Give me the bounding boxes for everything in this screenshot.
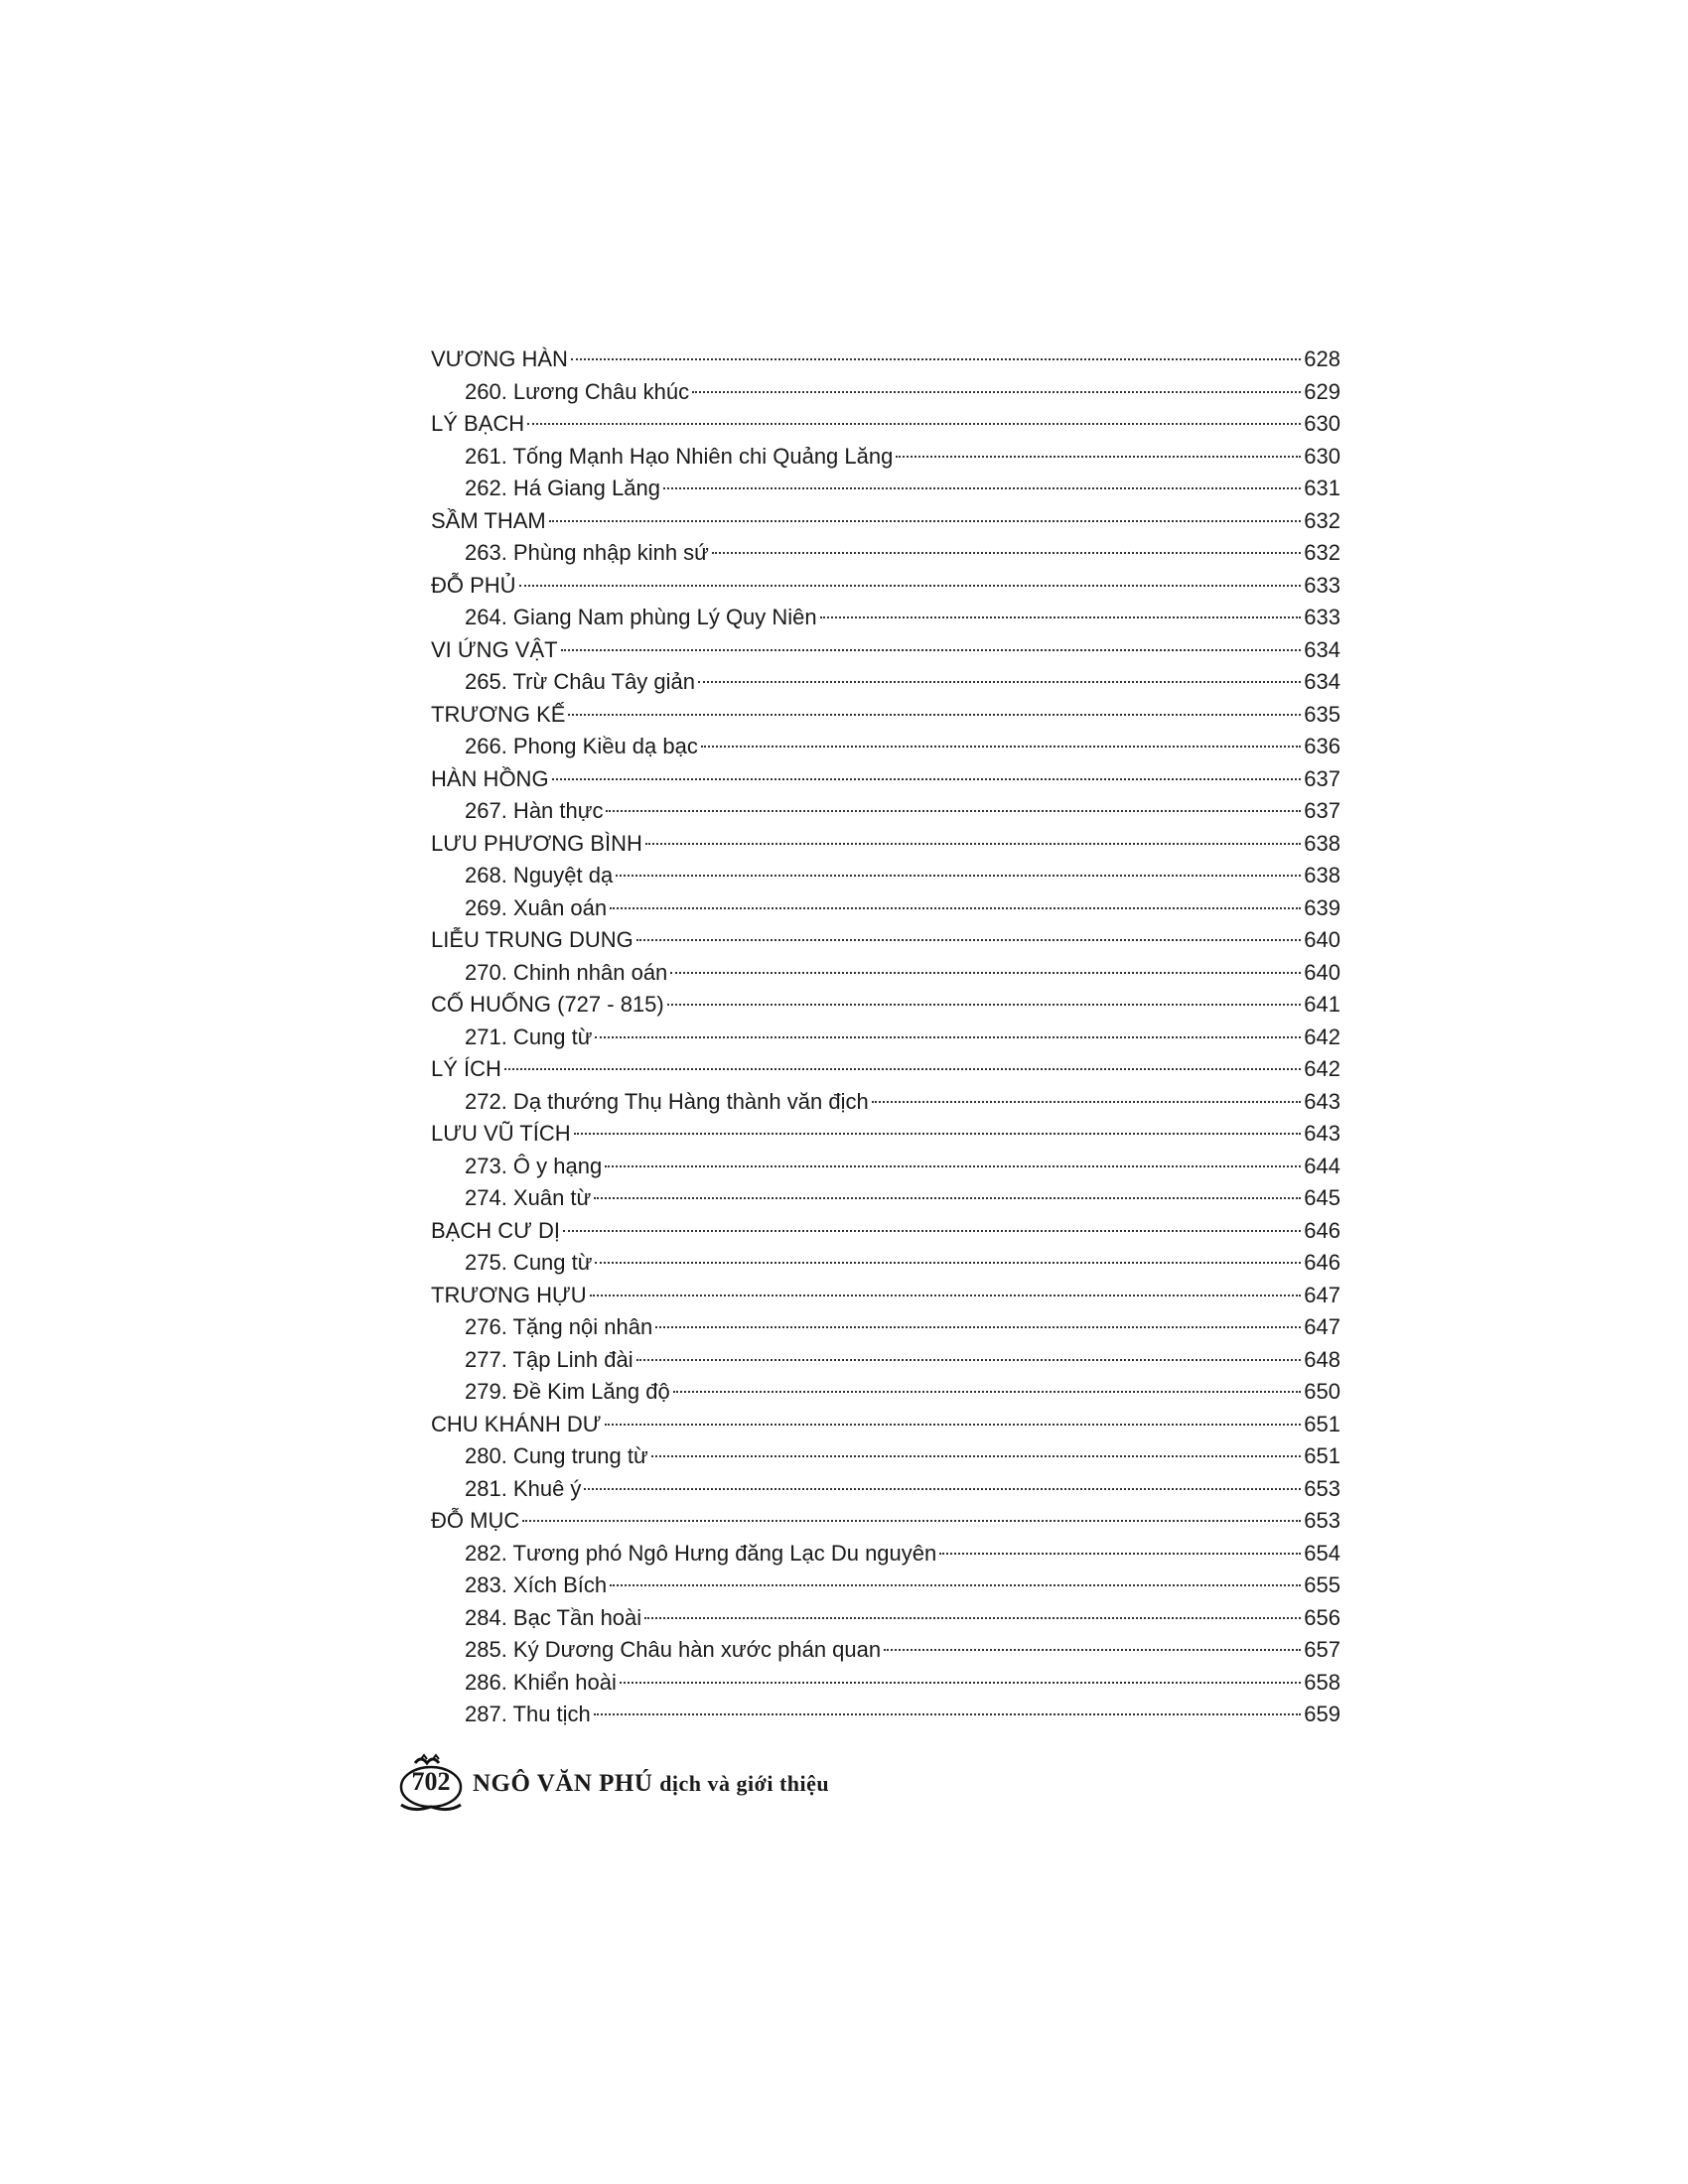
toc-poem-entry <box>425 1311 1340 1344</box>
dot-leader <box>606 810 1301 812</box>
toc-entry-page: 638 <box>1304 830 1340 856</box>
toc-entry-title: LIỄU TRUNG DUNG <box>431 927 633 952</box>
toc-entry-page: 639 <box>1304 894 1340 920</box>
toc-entry-title: 275. Cung từ <box>465 1250 593 1275</box>
page-number: 702 <box>411 1767 451 1796</box>
toc-entry-page: 643 <box>1304 1088 1340 1114</box>
dot-leader <box>636 1359 1302 1361</box>
toc-poem-entry <box>425 1151 1340 1183</box>
toc-author-entry <box>425 343 1340 376</box>
toc-entry-page: 640 <box>1304 959 1340 985</box>
toc-entry-title: 266. Phong Kiều dạ bạc <box>465 734 698 758</box>
dot-leader <box>610 907 1301 909</box>
toc-poem-entry <box>425 1473 1340 1506</box>
toc-entry-page: 650 <box>1304 1379 1340 1404</box>
dot-leader <box>701 746 1301 748</box>
dot-leader <box>594 1197 1301 1199</box>
toc-poem-entry <box>425 1376 1340 1409</box>
toc-entry-page: 659 <box>1304 1702 1340 1726</box>
toc-entry-title: 268. Nguyệt dạ <box>465 863 614 887</box>
toc-entry-title: 261. Tống Mạnh Hạo Nhiên chi Quảng Lăng <box>465 443 894 469</box>
dot-leader <box>605 1165 1301 1167</box>
dot-leader <box>820 616 1302 618</box>
toc-entry-title: 269. Xuân oán <box>465 894 608 920</box>
toc-poem-entry <box>425 666 1340 699</box>
dot-leader <box>636 939 1302 941</box>
toc-poem-entry <box>425 1667 1340 1700</box>
toc-author-entry <box>425 924 1340 957</box>
toc-entry-title: 283. Xích Bích <box>465 1572 608 1597</box>
toc-entry-title: LÝ BẠCH <box>431 411 525 436</box>
toc-entry-title: 284. Bạc Tần hoài <box>465 1604 642 1630</box>
page-footer <box>393 1749 829 1819</box>
dot-leader <box>645 843 1301 845</box>
toc-entry-page: 636 <box>1304 734 1340 758</box>
toc-entry-title: ĐỖ PHỦ <box>431 572 516 598</box>
toc-author-entry <box>425 1053 1340 1086</box>
toc-entry-page: 643 <box>1304 1121 1340 1146</box>
dot-leader <box>595 1262 1301 1264</box>
dot-leader <box>549 520 1302 522</box>
toc-entry-page: 642 <box>1304 1056 1340 1081</box>
toc-entry-page: 640 <box>1304 927 1340 952</box>
toc-poem-entry <box>425 731 1340 763</box>
toc-entry-page: 647 <box>1304 1282 1340 1307</box>
toc-entry-title: LƯU VŨ TÍCH <box>431 1121 571 1146</box>
toc-poem-entry <box>425 441 1340 474</box>
toc-entry-page: 653 <box>1304 1475 1340 1501</box>
toc-poem-entry <box>425 795 1340 828</box>
toc-entry-title: 286. Khiển hoài <box>465 1669 617 1695</box>
toc-entry-page: 632 <box>1304 540 1340 565</box>
dot-leader <box>698 681 1301 683</box>
toc-poem-entry <box>425 1182 1340 1215</box>
toc-author-entry <box>425 1409 1340 1441</box>
dot-leader <box>571 358 1301 360</box>
dot-leader <box>884 1649 1301 1651</box>
toc-author-entry <box>425 570 1340 603</box>
toc-entry-title: 281. Khuê ý <box>465 1475 582 1501</box>
toc-entry-page: 638 <box>1304 863 1340 887</box>
footer-suffix: dịch và giới thiệu <box>659 1771 830 1796</box>
toc-entry-title: HÀN HỒNG <box>431 765 549 791</box>
toc-entry-title: 273. Ô y hạng <box>465 1153 603 1178</box>
dot-leader <box>616 875 1301 877</box>
toc-entry-title: 274. Xuân từ <box>465 1185 592 1210</box>
toc-entry-title: 265. Trừ Châu Tây giản <box>465 669 696 694</box>
dot-leader <box>673 1391 1302 1393</box>
toc-entry-title: 285. Ký Dương Châu hàn xước phán quan <box>465 1637 882 1662</box>
dot-leader <box>896 456 1301 458</box>
toc-entry-title: 276. Tặng nội nhân <box>465 1314 653 1339</box>
toc-entry-page: 630 <box>1304 411 1340 436</box>
toc-poem-entry <box>425 1602 1340 1635</box>
toc-entry-page: 637 <box>1304 765 1340 791</box>
toc-entry-title: 262. Há Giang Lăng <box>465 476 660 500</box>
toc-author-entry <box>425 1215 1340 1248</box>
toc-entry-title: TRƯƠNG HỰU <box>431 1282 587 1307</box>
toc-entry-title: 280. Cung trung từ <box>465 1443 648 1468</box>
toc-entry-page: 654 <box>1304 1540 1340 1566</box>
toc-poem-entry <box>425 473 1340 505</box>
toc-entry-title: 279. Đề Kim Lăng độ <box>465 1379 670 1404</box>
dot-leader <box>651 1455 1302 1457</box>
toc-poem-entry <box>425 1247 1340 1280</box>
toc-poem-entry <box>425 602 1340 634</box>
toc-poem-entry <box>425 1086 1340 1119</box>
dot-leader <box>610 1584 1301 1586</box>
toc-poem-entry <box>425 1344 1340 1377</box>
toc-entry-title: 271. Cung từ <box>465 1024 593 1049</box>
toc-entry-page: 644 <box>1304 1153 1340 1178</box>
toc-poem-entry <box>425 1699 1340 1731</box>
toc-author-entry <box>425 408 1340 441</box>
toc-entry-page: 642 <box>1304 1024 1340 1049</box>
toc-poem-entry <box>425 957 1340 990</box>
toc-author-entry <box>425 989 1340 1022</box>
dot-leader <box>605 1424 1302 1426</box>
dot-leader <box>563 1230 1301 1232</box>
toc-author-entry <box>425 634 1340 667</box>
toc-entry-title: TRƯƠNG KẾ <box>431 701 566 727</box>
toc-poem-entry <box>425 1570 1340 1602</box>
toc-author-entry <box>425 1280 1340 1312</box>
toc-entry-title: VI ỨNG VẬT <box>431 636 558 662</box>
dot-leader <box>712 552 1301 554</box>
dot-leader <box>527 423 1301 425</box>
toc-entry-title: 264. Giang Nam phùng Lý Quy Niên <box>465 605 817 629</box>
dot-leader <box>620 1682 1301 1684</box>
toc-entry-page: 648 <box>1304 1346 1340 1372</box>
toc-entry-title: 270. Chinh nhân oán <box>465 959 668 985</box>
toc-entry-page: 658 <box>1304 1669 1340 1695</box>
dot-leader <box>552 778 1302 780</box>
toc-author-entry <box>425 828 1340 861</box>
toc-entry-page: 647 <box>1304 1314 1340 1339</box>
toc-entry-title: SẦM THAM <box>431 507 546 533</box>
toc-entry-title: CỐ HUỐNG (727 - 815) <box>431 992 664 1017</box>
toc-poem-entry <box>425 1538 1340 1570</box>
toc-entry-title: LÝ ÍCH <box>431 1056 501 1081</box>
toc-author-entry <box>425 763 1340 796</box>
dot-leader <box>568 714 1301 716</box>
toc-entry-page: 646 <box>1304 1217 1340 1243</box>
toc-entry-page: 645 <box>1304 1185 1340 1210</box>
dot-leader <box>595 1036 1301 1038</box>
toc-entry-page: 657 <box>1304 1637 1340 1662</box>
toc-author-entry <box>425 1118 1340 1151</box>
toc-entry-page: 656 <box>1304 1604 1340 1630</box>
dot-leader <box>522 1520 1301 1522</box>
footer-author: NGÔ VĂN PHÚ <box>473 1770 653 1797</box>
toc-entry-title: 272. Dạ thướng Thụ Hàng thành văn địch <box>465 1088 869 1114</box>
toc-author-entry <box>425 505 1340 538</box>
dot-leader <box>644 1617 1301 1619</box>
dot-leader <box>594 1713 1301 1715</box>
toc-author-entry <box>425 699 1340 732</box>
toc-entry-page: 628 <box>1304 346 1340 371</box>
toc-entry-title: 282. Tương phó Ngô Hưng đăng Lạc Du nguyên <box>465 1540 937 1566</box>
dot-leader <box>655 1326 1301 1328</box>
toc-entry-page: 633 <box>1304 605 1340 629</box>
dot-leader <box>667 1004 1302 1006</box>
dot-leader <box>584 1488 1301 1490</box>
dot-leader <box>561 649 1302 651</box>
dot-leader <box>872 1101 1302 1103</box>
toc-entry-page: 634 <box>1304 669 1340 694</box>
toc-entry-page: 633 <box>1304 572 1340 598</box>
toc-poem-entry <box>425 892 1340 925</box>
dot-leader <box>590 1295 1302 1297</box>
page-number-badge <box>393 1753 469 1815</box>
toc-entry-title: 287. Thu tịch <box>465 1702 591 1726</box>
toc-poem-entry <box>425 376 1340 409</box>
table-of-contents <box>425 343 1340 1731</box>
toc-entry-title: 263. Phùng nhập kinh sứ <box>465 540 709 565</box>
toc-entry-title: 267. Hàn thực <box>465 798 604 823</box>
toc-entry-page: 631 <box>1304 476 1340 500</box>
dot-leader <box>939 1553 1301 1555</box>
toc-entry-title: BẠCH CƯ DỊ <box>431 1217 561 1243</box>
toc-entry-title: 277. Tập Linh đài <box>465 1346 633 1372</box>
toc-entry-page: 637 <box>1304 798 1340 823</box>
dot-leader <box>504 1068 1301 1070</box>
toc-poem-entry <box>425 1022 1340 1054</box>
dot-leader <box>692 391 1301 393</box>
toc-poem-entry <box>425 537 1340 570</box>
toc-entry-page: 655 <box>1304 1572 1340 1597</box>
toc-entry-page: 651 <box>1304 1411 1340 1436</box>
toc-poem-entry <box>425 1440 1340 1473</box>
toc-poem-entry <box>425 860 1340 892</box>
toc-entry-title: CHU KHÁNH DƯ <box>431 1411 602 1436</box>
toc-entry-page: 641 <box>1304 992 1340 1017</box>
footer-credit <box>473 1770 829 1798</box>
toc-entry-title: VƯƠNG HÀN <box>431 346 568 371</box>
toc-entry-page: 651 <box>1304 1443 1340 1468</box>
dot-leader <box>663 487 1301 489</box>
toc-poem-entry <box>425 1634 1340 1667</box>
toc-entry-page: 635 <box>1304 701 1340 727</box>
toc-author-entry <box>425 1505 1340 1538</box>
toc-entry-title: ĐỖ MỤC <box>431 1508 520 1533</box>
toc-entry-page: 634 <box>1304 636 1340 662</box>
dot-leader <box>670 972 1301 974</box>
toc-entry-page: 653 <box>1304 1508 1340 1533</box>
toc-entry-page: 632 <box>1304 507 1340 533</box>
toc-entry-page: 646 <box>1304 1250 1340 1275</box>
toc-entry-title: LƯU PHƯƠNG BÌNH <box>431 830 642 856</box>
toc-entry-page: 629 <box>1304 378 1340 404</box>
dot-leader <box>519 585 1302 587</box>
toc-entry-title: 260. Lương Châu khúc <box>465 378 690 404</box>
toc-entry-page: 630 <box>1304 443 1340 469</box>
dot-leader <box>574 1133 1302 1135</box>
